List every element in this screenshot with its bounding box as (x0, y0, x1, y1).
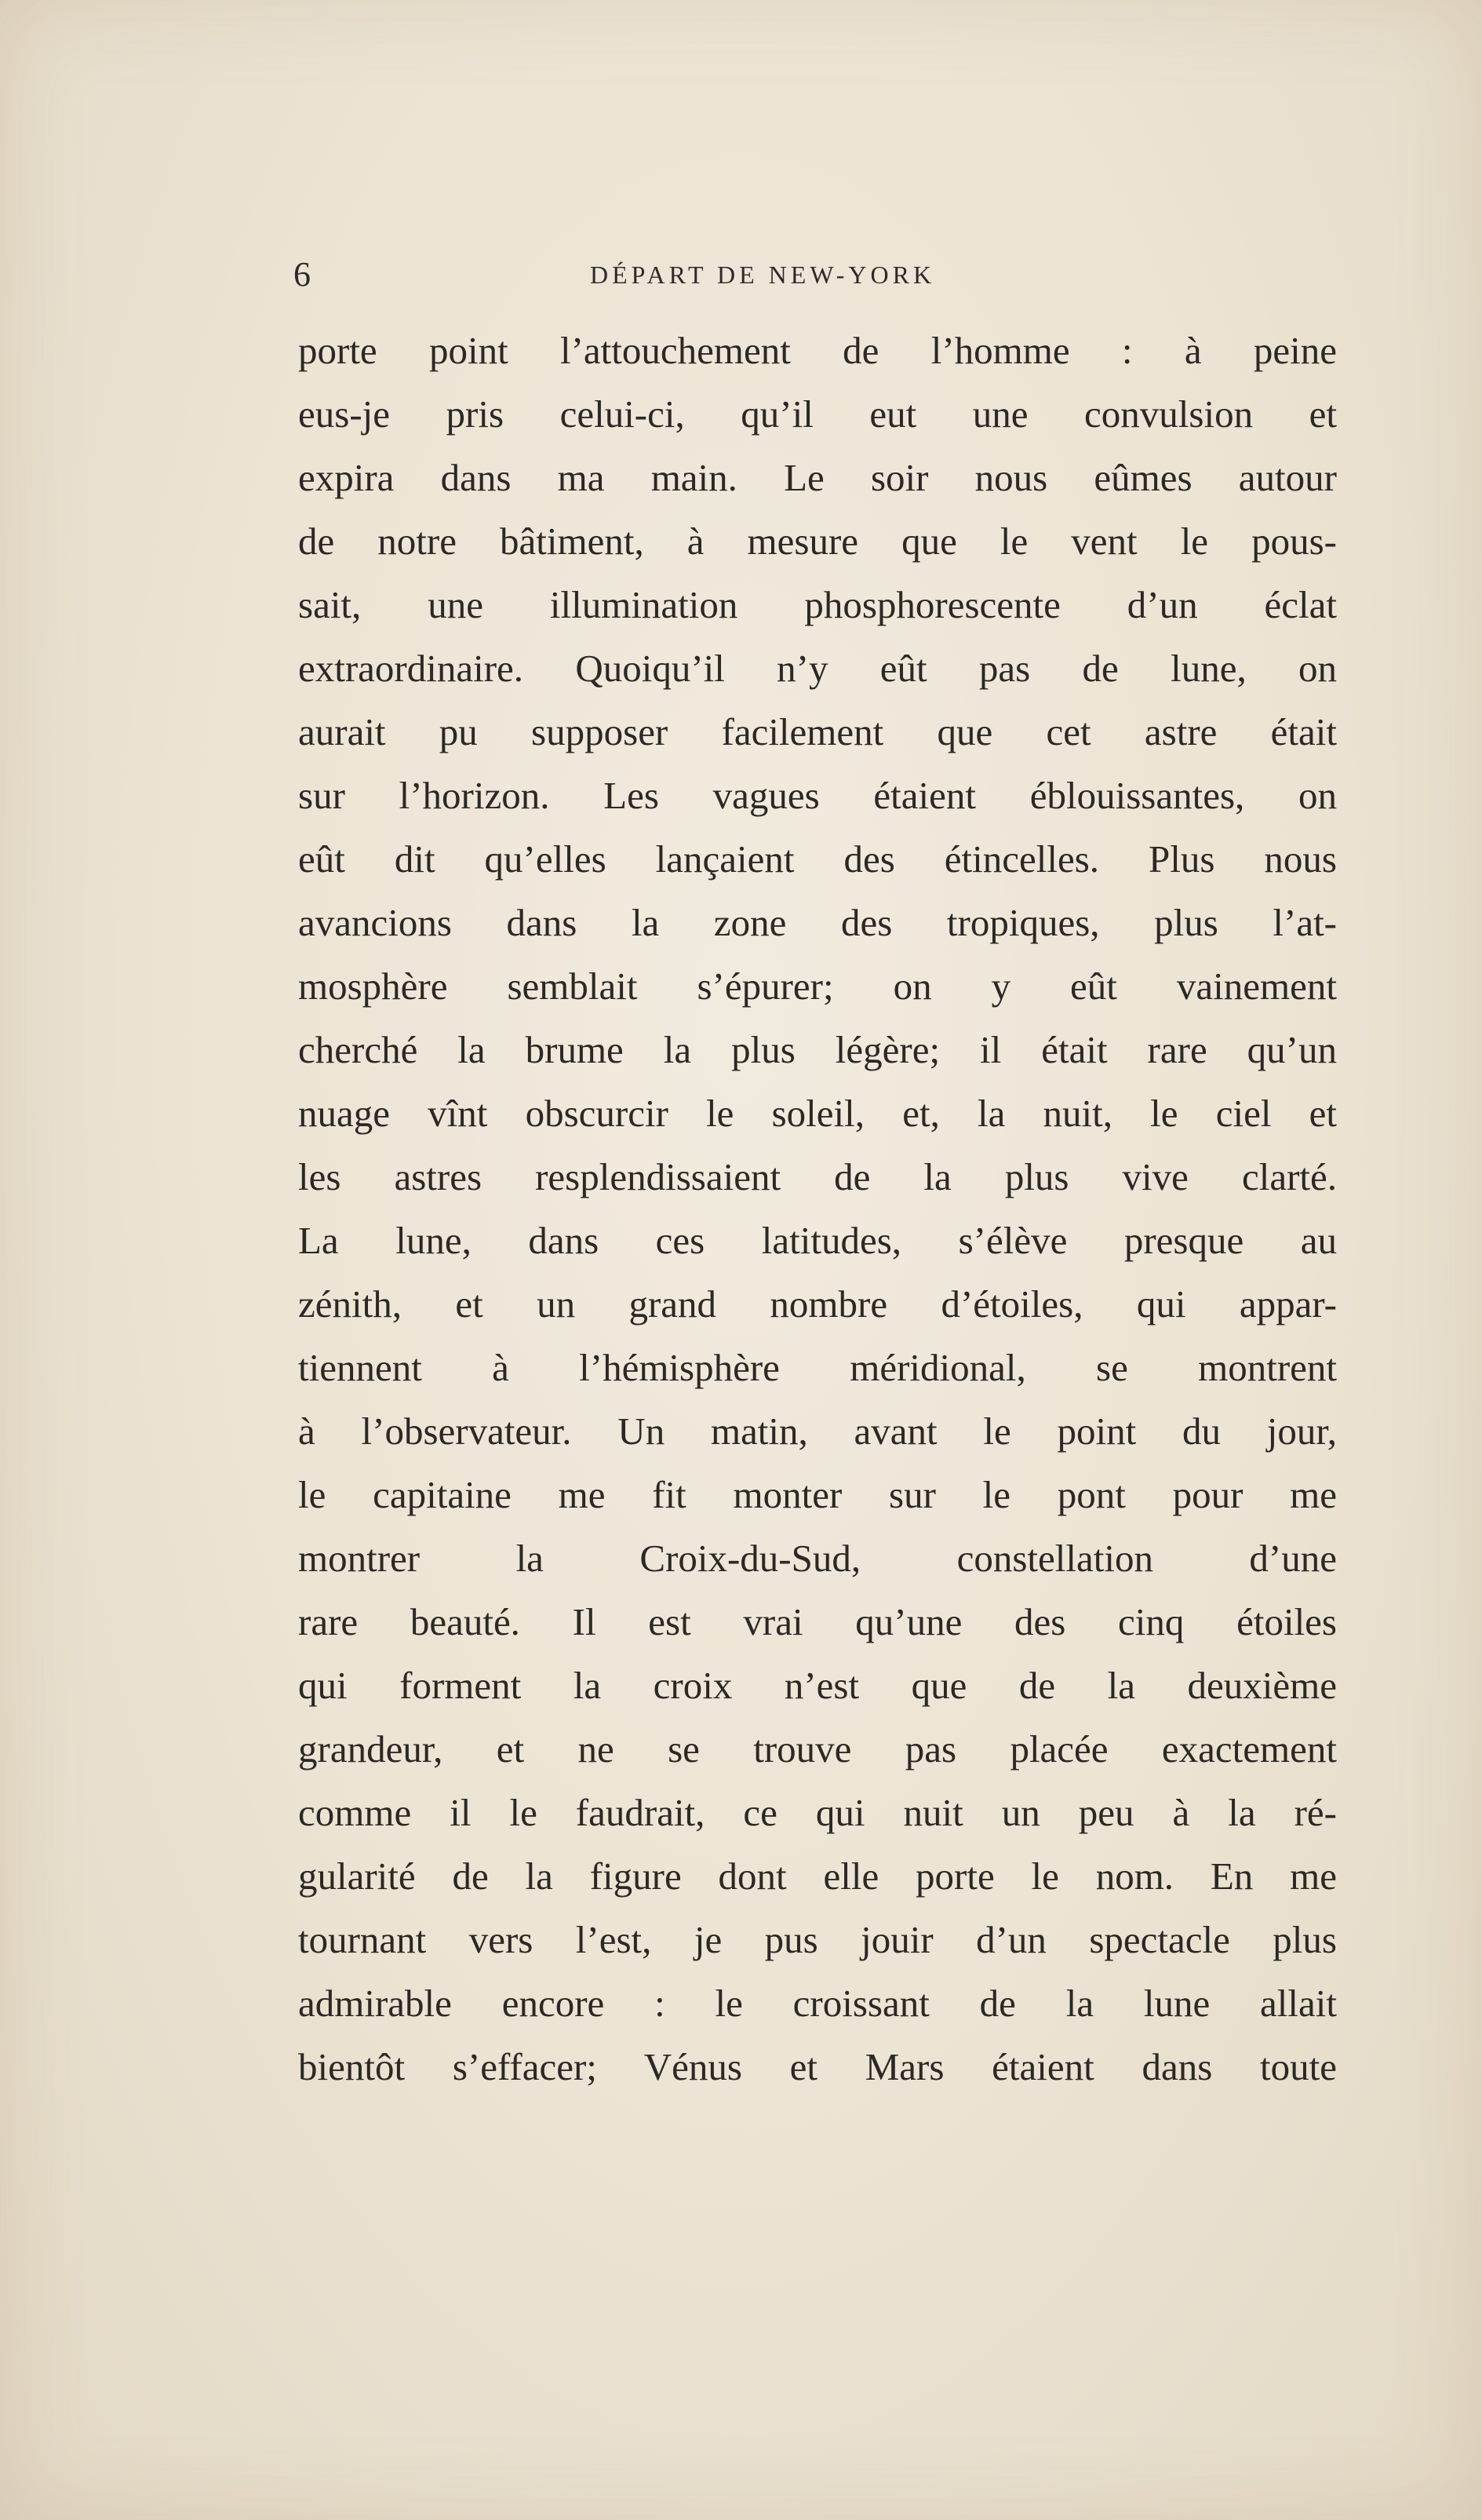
running-head (293, 251, 1337, 298)
text-line: à l’observateur. Un matin, avant le point du jour, (298, 1410, 1337, 1453)
text-line: mosphère semblait s’épurer; on y eût vainement (298, 965, 1337, 1008)
text-line: avancions dans la zone des tropiques, plus l’at- (298, 901, 1337, 944)
text-line: tiennent à l’hémisphère méridional, se montrent (298, 1346, 1337, 1389)
text-line: zénith, et un grand nombre d’étoiles, qui appar- (298, 1282, 1337, 1326)
body-text (298, 319, 1337, 2099)
text-line: les astres resplendissaient de la plus vive clarté. (298, 1155, 1337, 1198)
text-line: comme il le faudrait, ce qui nuit un peu à la ré- (298, 1791, 1337, 1834)
text-line: sait, une illumination phosphorescente d’un éclat (298, 583, 1337, 626)
text-line: admirable encore : le croissant de la lune allait (298, 1982, 1337, 2025)
text-line: nuage vînt obscurcir le soleil, et, la nuit, le ciel et (298, 1092, 1337, 1135)
text-line: expira dans ma main. Le soir nous eûmes autour (298, 456, 1337, 499)
text-line: bientôt s’effacer; Vénus et Mars étaient dans toute (298, 2045, 1337, 2088)
text-line: extraordinaire. Quoiqu’il n’y eût pas de lune, on (298, 647, 1337, 690)
text-line: eût dit qu’elles lançaient des étincelles. Plus nous (298, 837, 1337, 881)
text-line: qui forment la croix n’est que de la deuxième (298, 1664, 1337, 1707)
text-line: cherché la brume la plus légère; il était rare qu’un (298, 1028, 1337, 1071)
text-line: gularité de la figure dont elle porte le nom. En me (298, 1854, 1337, 1898)
text-line: porte point l’attouchement de l’homme : à peine (298, 329, 1337, 372)
running-head-title: DÉPART DE NEW-YORK (590, 261, 936, 289)
text-line: aurait pu supposer facilement que cet astre était (298, 710, 1337, 753)
text-line: tournant vers l’est, je pus jouir d’un spectacle plus (298, 1918, 1337, 1961)
text-line: grandeur, et ne se trouve pas placée exactement (298, 1727, 1337, 1771)
text-line: sur l’horizon. Les vagues étaient éblouissantes, on (298, 774, 1337, 817)
text-line: La lune, dans ces latitudes, s’élève presque au (298, 1219, 1337, 1262)
text-line: eus-je pris celui-ci, qu’il eut une convulsion et (298, 392, 1337, 436)
text-line: montrer la Croix-du-Sud, constellation d’une (298, 1537, 1337, 1580)
page-number: 6 (293, 255, 311, 294)
text-line: rare beauté. Il est vrai qu’une des cinq étoiles (298, 1600, 1337, 1643)
text-line: le capitaine me fit monter sur le pont pour me (298, 1473, 1337, 1516)
text-line: de notre bâtiment, à mesure que le vent le pous- (298, 520, 1337, 563)
